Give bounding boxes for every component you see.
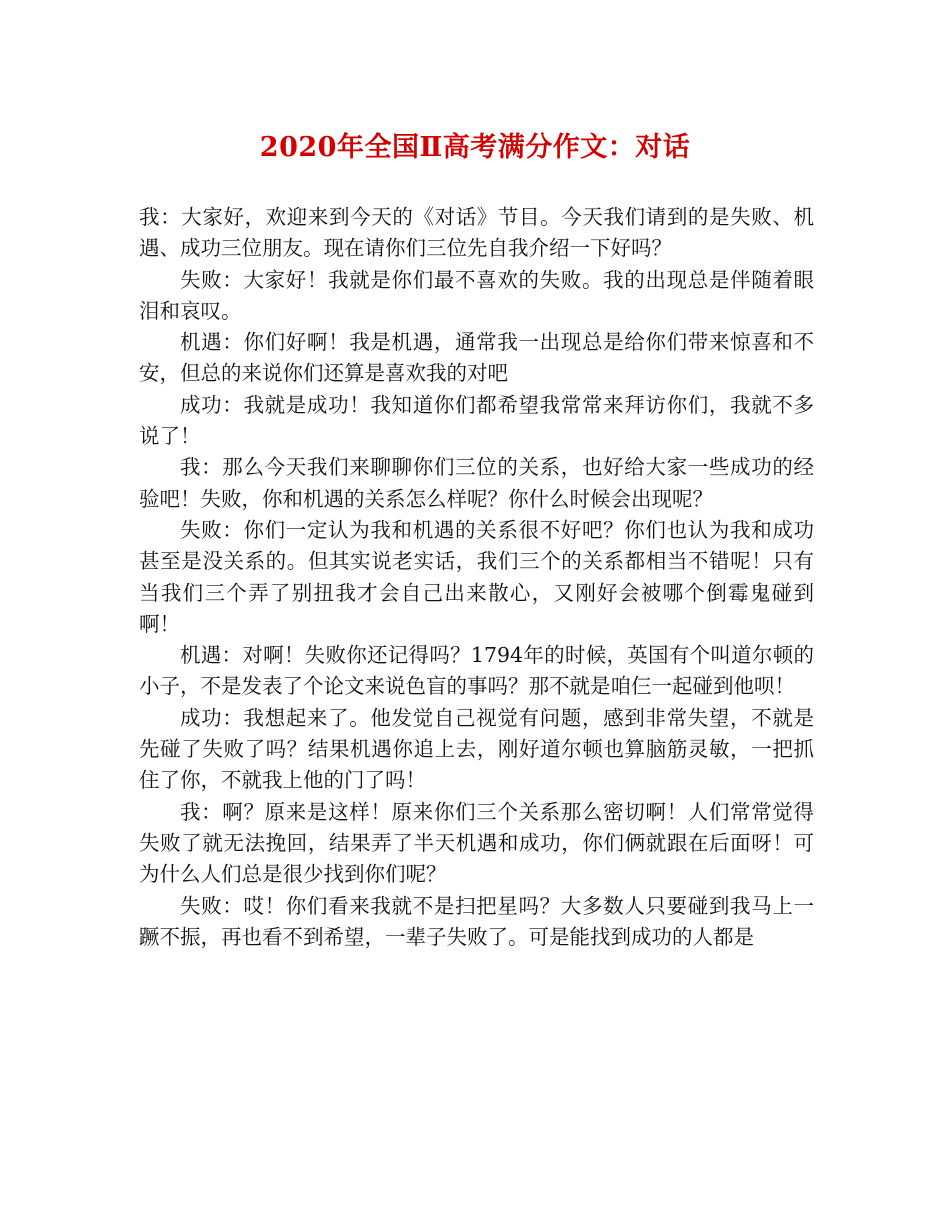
document-title: 2020年全国Ⅱ高考满分作文：对话 [259,132,691,163]
paragraph: 机遇：你们好啊！我是机遇，通常我一出现总是给你们带来惊喜和不安，但总的来说你们还算是喜欢我的对吧 [139,330,814,386]
document-body [139,202,814,953]
paragraph: 我：啊？原来是这样！原来你们三个关系那么密切啊！人们常常觉得失败了就无法挽回，结果弄了半天机遇和成功，你们俩就跟在后面呀！可为什么人们总是很少找到你们呢？ [139,799,814,887]
paragraph: 机遇：对啊！失败你还记得吗？1794年的时候，英国有个叫道尔顿的小子，不是发表了个论文来说色盲的事吗？那不就是咱仨一起碰到他呗！ [139,643,814,699]
paragraph: 成功：我想起来了。他发觉自己视觉有问题，感到非常失望，不就是先碰了失败了吗？结果机遇你追上去，刚好道尔顿也算脑筋灵敏，一把抓住了你，不就我上他的门了吗！ [139,705,814,793]
paragraph-intro: 我：大家好，欢迎来到今天的《对话》节目。今天我们请到的是失败、机遇、成功三位朋友。现在请你们三位先自我介绍一下好吗？ [139,205,814,261]
paragraph: 我：那么今天我们来聊聊你们三位的关系，也好给大家一些成功的经验吧！失败，你和机遇的关系怎么样呢？你什么时候会出现呢？ [139,455,814,511]
paragraph: 失败：哎！你们看来我就不是扫把星吗？大多数人只要碰到我马上一蹶不振，再也看不到希望，一辈子失败了。可是能找到成功的人都是 [139,893,814,949]
paragraph: 成功：我就是成功！我知道你们都希望我常常来拜访你们，我就不多说了！ [139,392,814,449]
paragraph: 失败：你们一定认为我和机遇的关系很不好吧？你们也认为我和成功甚至是没关系的。但其实说老实话，我们三个的关系都相当不错呢！只有当我们三个弄了别扭我才会自己出来散心，又刚好会被哪个倒霉鬼碰到啊！ [139,517,814,636]
paragraph: 失败：大家好！我就是你们最不喜欢的失败。我的出现总是伴随着眼泪和哀叹。 [139,267,814,323]
